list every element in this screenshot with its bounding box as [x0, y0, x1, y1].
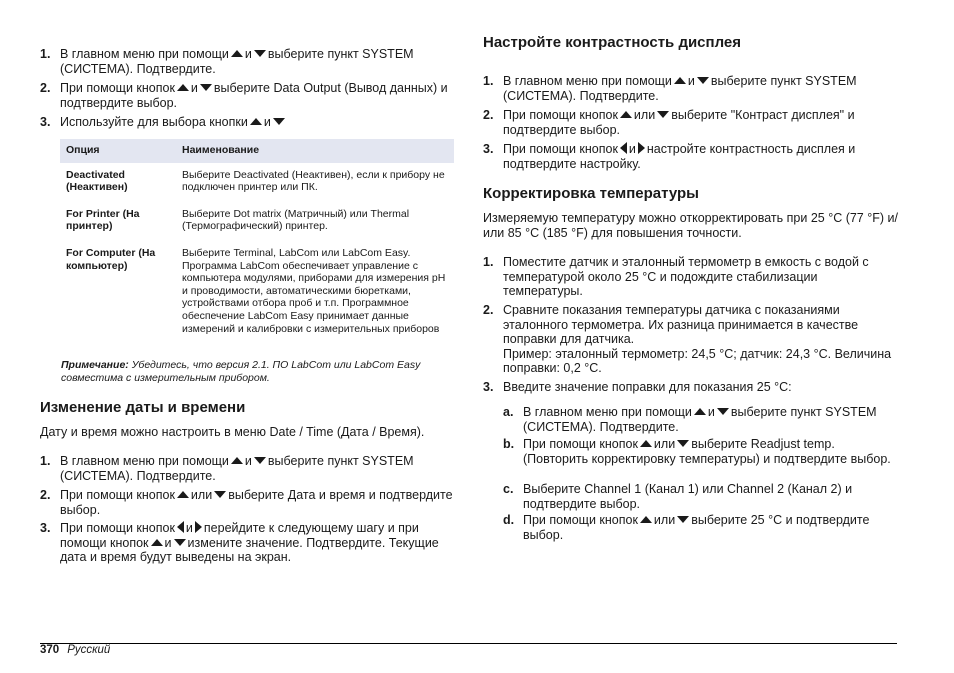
- option-name: For Printer (На принтер): [66, 207, 140, 233]
- arrow-right-icon: [195, 521, 202, 533]
- arrow-down-icon: [677, 440, 689, 447]
- arrow-down-icon: [200, 84, 212, 91]
- example-text: Пример: эталонный термометр: 24,5 °C; датчик: 24,3 °C. Величина поправки: 0,2 °C.: [503, 346, 892, 376]
- section-intro: Измеряемую температуру можно откорректировать при 25 °C (77 °F) и/или 85 °C (185 °F) для повышения точности.: [483, 211, 898, 240]
- arrow-down-icon: [657, 111, 669, 118]
- arrow-up-icon: [177, 84, 189, 91]
- arrow-up-icon: [151, 539, 163, 546]
- sub-list-item: a. В главном меню при помощи и выберите пункт SYSTEM (СИСТЕМА). Подтвердите.: [503, 405, 877, 434]
- arrow-up-icon: [694, 408, 706, 415]
- arrow-down-icon: [273, 118, 285, 125]
- list-item: 2. При помощи кнопок или выберите Дата и время и подтвердите выбор.: [40, 488, 453, 517]
- arrow-down-icon: [254, 50, 266, 57]
- sub-list-item: d. При помощи кнопок или выберите 25 °C и подтвердите выбор.: [503, 513, 870, 542]
- arrow-down-icon: [697, 77, 709, 84]
- footer-language: Русский: [67, 644, 111, 656]
- option-description: Выберите Deactivated (Неактивен), если к прибору не подключен принтер или ПК.: [182, 168, 445, 194]
- section-heading-temperature: Корректировка температуры: [483, 185, 699, 202]
- list-item: 3. Используйте для выбора кнопки и: [40, 115, 455, 130]
- list-item: 1. Поместите датчик и эталонный термометр в емкость с водой с температурой около 25 °C и подождите стабилизации температуры.: [483, 255, 869, 299]
- table-row: [60, 202, 454, 241]
- page-number: 370: [40, 644, 60, 656]
- arrow-down-icon: [254, 457, 266, 464]
- section-heading-contrast: Настройте контрастность дисплея: [483, 34, 742, 51]
- column-header-option: Опция: [60, 139, 176, 163]
- footer-divider: [40, 643, 897, 644]
- sub-list-item: c. Выберите Channel 1 (Канал 1) или Channel 2 (Канал 2) и подтвердите выбор.: [503, 482, 853, 511]
- arrow-up-icon: [250, 118, 262, 125]
- table-header-row: [60, 139, 454, 163]
- table-row: [60, 241, 454, 343]
- arrow-down-icon: [717, 408, 729, 415]
- list-item: 2. Сравните показания температуры датчика с показаниями эталонного термометра. Их разница принимается в качестве поправки для датчика. Пример: эталонный термометр: 24,5 °C; датчик: 24,3 °C. Величина поправки: 0,2 °C.: [483, 303, 898, 376]
- arrow-up-icon: [620, 111, 632, 118]
- arrow-up-icon: [640, 516, 652, 523]
- arrow-up-icon: [674, 77, 686, 84]
- arrow-up-icon: [231, 50, 243, 57]
- arrow-up-icon: [231, 457, 243, 464]
- options-table: [60, 139, 454, 343]
- option-name: For Computer (На компьютер): [66, 246, 156, 272]
- arrow-up-icon: [640, 440, 652, 447]
- arrow-up-icon: [177, 491, 189, 498]
- option-description: Выберите Terminal, LabCom или LabCom Easy. Программа LabCom обеспечивает управление с компьютера модулями, приборами для измерения pH и проводимости, автоматическими бюретками, устройствами отбора проб и т.п. Программное обеспечение LabCom Easy принимает данные измерений и калибровки с измерительных приборов: [182, 246, 446, 335]
- list-item: 3. Введите значение поправки для показания 25 °C:: [483, 380, 792, 394]
- arrow-left-icon: [177, 521, 184, 533]
- section-intro: Дату и время можно настроить в меню Date / Time (Дата / Время).: [40, 425, 425, 439]
- arrow-down-icon: [677, 516, 689, 523]
- note-text: Убедитесь, что версия 2.1. ПО LabCom или LabCom Easy совместима с измерительным прибором.: [61, 359, 421, 384]
- option-name: Deactivated (Неактивен): [66, 168, 128, 194]
- option-description: Выберите Dot matrix (Матричный) или Thermal (Термографический) принтер.: [182, 207, 410, 233]
- arrow-right-icon: [638, 142, 645, 154]
- table-row: [60, 163, 454, 202]
- arrow-down-icon: [174, 539, 186, 546]
- note-label: Примечание:: [61, 359, 129, 371]
- list-item: 1. В главном меню при помощи и выберите пункт SYSTEM (СИСТЕМА). Подтвердите.: [40, 454, 414, 483]
- list-item: 2. При помощи кнопок или выберите "Контраст дисплея" и подтвердите выбор.: [483, 108, 855, 137]
- sub-list-item: b. При помощи кнопок или выберите Readjust temp. (Повторить корректировку температуры) и подтвердите выбор.: [503, 437, 891, 466]
- section-heading-date: Изменение даты и времени: [40, 399, 246, 416]
- list-item: 1. В главном меню при помощи и выберите пункт SYSTEM (СИСТЕМА). Подтвердите.: [483, 74, 857, 103]
- list-item: 2. При помощи кнопок и выберите Data Output (Вывод данных) и подтвердите выбор.: [40, 81, 448, 110]
- arrow-down-icon: [214, 491, 226, 498]
- arrow-left-icon: [620, 142, 627, 154]
- column-header-description: Наименование: [176, 139, 454, 163]
- list-item: 3. При помощи кнопок и перейдите к следующему шагу и при помощи кнопок и измените значение. Подтвердите. Текущие дата и время будут выведены на экран.: [40, 521, 439, 565]
- page-footer: [40, 644, 110, 656]
- note: [61, 359, 454, 385]
- list-item: 1. В главном меню при помощи и выберите пункт SYSTEM (СИСТЕМА). Подтвердите.: [40, 47, 414, 76]
- list-item: 3. При помощи кнопок и настройте контрастность дисплея и подтвердите настройку.: [483, 142, 856, 171]
